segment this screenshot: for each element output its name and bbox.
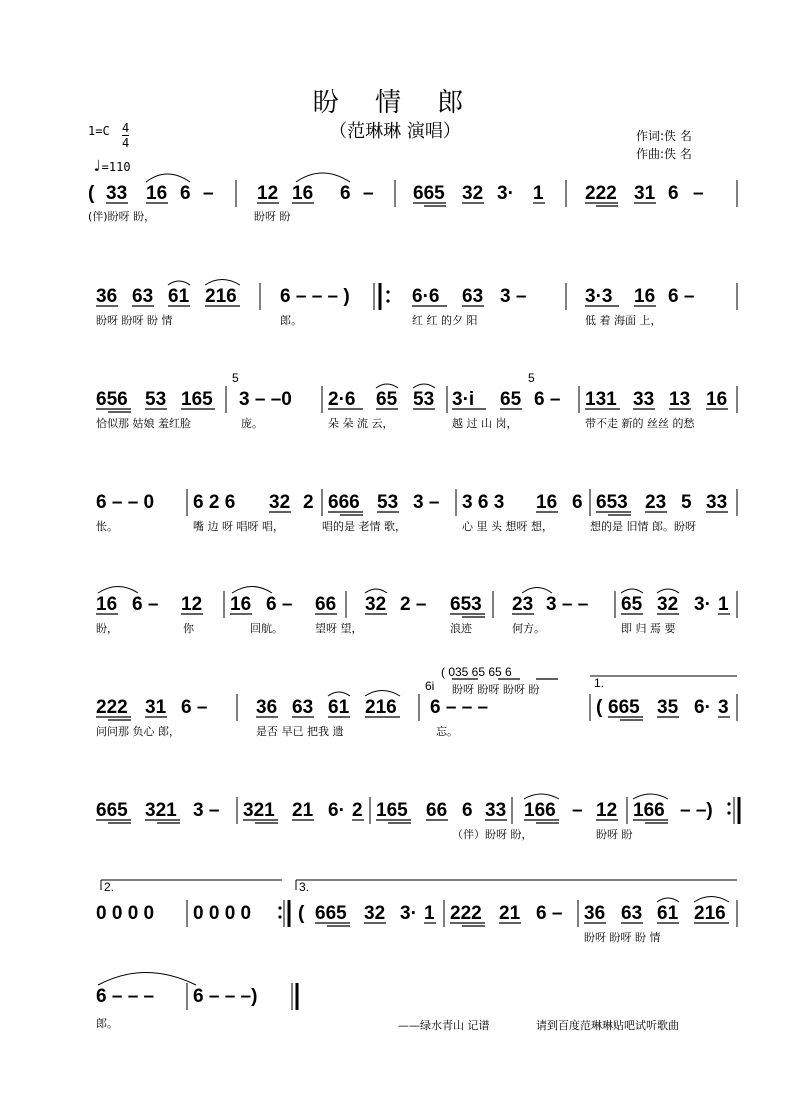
note-group: 63 (621, 903, 643, 924)
staff-row-3 (96, 371, 737, 430)
note: 2 – (400, 594, 427, 615)
note: 6 2 6 (193, 492, 236, 513)
staff-row-6 (96, 665, 737, 738)
slur (232, 587, 272, 594)
note-group: 321 (145, 800, 177, 821)
note-group: 653 (596, 492, 628, 513)
slur (168, 281, 190, 285)
note: 6 – (132, 594, 159, 615)
slur (365, 691, 400, 697)
note: 2 (352, 800, 363, 821)
lyric: 低 着 海面 上， (585, 314, 662, 327)
staff-row-9 (96, 973, 297, 1031)
quarter-note-icon: ♩ (92, 156, 102, 175)
slur (657, 589, 679, 593)
counter-melody: ( 035 65 65 6 (441, 665, 512, 679)
lyric: (伴)盼呀 盼， (88, 210, 156, 223)
lyric: 恰似那 姑娘 羞红脸 (96, 417, 191, 430)
slur (633, 794, 668, 799)
note-group: 16 (292, 183, 314, 204)
slur (205, 280, 240, 286)
lyric: 何方。 (512, 622, 545, 635)
repeat-dot (278, 915, 281, 918)
volta-label: 3. (299, 880, 310, 894)
tempo-text: =110 (101, 160, 131, 174)
volta-label: 2. (104, 880, 115, 894)
note-group: 32 (364, 903, 386, 924)
note-group: 63 (292, 697, 314, 718)
note: 6 – – – ) (280, 286, 350, 307)
dash: – (363, 183, 374, 204)
slur (376, 384, 398, 388)
lyric: 回航。 (250, 622, 283, 635)
tie (522, 588, 552, 594)
note-group: 222 (450, 903, 482, 924)
note-group: 32 (657, 594, 679, 615)
lyric: 怅。 (96, 520, 118, 533)
note-group: 2·6 (328, 389, 356, 410)
note-group: 16 (536, 492, 558, 513)
note-group: 16 (230, 594, 252, 615)
lyricist-credit: 作词:佚 名 (636, 129, 692, 143)
lyric: 唱的是 老情 歌， (322, 520, 406, 533)
note-group: 63 (462, 286, 484, 307)
note-group: 61 (328, 697, 350, 718)
slur (413, 384, 435, 388)
note: 6 (340, 183, 351, 204)
note-group: 31 (634, 183, 656, 204)
note: 6 – – – (430, 697, 489, 718)
note-group: 53 (377, 492, 399, 513)
time-top: 4 (122, 121, 130, 135)
lyric: 郎。 (280, 314, 302, 327)
note: 3· (694, 594, 711, 615)
note: 2 (303, 492, 314, 513)
note-group: 61 (168, 286, 190, 307)
note-group: 12 (181, 594, 203, 615)
slur (657, 898, 679, 902)
staff-row-7 (96, 794, 739, 841)
lyric: 望呀 望， (315, 622, 363, 635)
note-group: 33 (633, 389, 655, 410)
note-group: 6·6 (412, 286, 440, 307)
lyric: 即 归 焉 要 (621, 622, 676, 635)
repeat-dot (386, 290, 389, 293)
note: 3· (400, 903, 417, 924)
note-group: 23 (645, 492, 667, 513)
note: 6· (694, 697, 711, 718)
dash: – (203, 183, 214, 204)
note-group: 53 (413, 389, 435, 410)
note-group: 36 (584, 903, 606, 924)
staff-row-1 (88, 173, 737, 223)
note-group: 216 (365, 697, 397, 718)
note-group: 32 (269, 492, 291, 513)
slur (621, 589, 643, 593)
note-group: 32 (365, 594, 387, 615)
note-group: 61 (657, 903, 679, 924)
note: 0 0 0 0 (96, 903, 155, 924)
repeat-dot (386, 299, 389, 302)
note-group: 131 (585, 389, 617, 410)
lyric: 浪迹 (450, 622, 472, 635)
lyric: 盼呀 盼 (254, 210, 291, 223)
note-group: 35 (657, 697, 679, 718)
grace-note: 5 (528, 371, 535, 385)
lyric: 带不走 新的 丝丝 的愁 (585, 417, 695, 430)
lyric: 朵 朵 流 云， (328, 417, 394, 430)
note-group: 65 (621, 594, 643, 615)
repeat-dot (727, 811, 730, 814)
note-group: 222 (96, 697, 128, 718)
note: – –) (680, 800, 713, 821)
note: 1 (718, 594, 729, 615)
note: 6 (180, 183, 191, 204)
note: 6 – (668, 286, 695, 307)
repeat-dot (278, 906, 281, 909)
staff-row-4 (96, 489, 737, 533)
lyric: 郎。 (96, 1017, 118, 1030)
note-group: 665 (315, 903, 347, 924)
lyric: 越 过 山 岗， (452, 417, 518, 430)
note-group: 16 (96, 594, 118, 615)
note: 3 – –0 (239, 389, 292, 410)
lyric: 红 红 的夕 阳 (412, 314, 478, 327)
note: 3 6 3 (462, 492, 505, 513)
composer-credit: 作曲:佚 名 (636, 147, 692, 161)
key-text: 1=C (88, 124, 110, 138)
note: 6 (572, 492, 583, 513)
note-group: 12 (596, 800, 618, 821)
open-paren: ( (596, 697, 603, 718)
note: 3 – (193, 800, 220, 821)
note-group: 321 (243, 800, 275, 821)
repeat-dot (727, 802, 730, 805)
note-group: 665 (413, 183, 445, 204)
open-paren: ( (298, 903, 305, 924)
tie (98, 973, 196, 986)
slur (98, 587, 138, 594)
lyric: 盼呀 盼呀 盼 情 (96, 314, 173, 327)
lyric: 嘴 边 呀 唱呀 唱， (193, 520, 284, 533)
note-group: 666 (328, 492, 360, 513)
open-paren: ( (88, 183, 95, 204)
lyric: 庞。 (241, 417, 263, 430)
note-group: 3·i (452, 389, 475, 410)
slur (694, 897, 729, 903)
note-group: 13 (669, 389, 691, 410)
slur (328, 692, 350, 696)
note-group: 63 (132, 286, 154, 307)
note: – (572, 800, 583, 821)
note: 6 – – – (96, 986, 155, 1007)
note: 1 (533, 183, 544, 204)
lyric: （伴）盼呀 盼， (452, 828, 533, 841)
tie (296, 173, 350, 182)
note-group: 33 (706, 492, 728, 513)
note-group: 166 (633, 800, 665, 821)
lyric: 问问那 负心 郎， (96, 725, 180, 738)
note-group: 23 (512, 594, 534, 615)
grace-note: 6i (425, 679, 435, 693)
slur (365, 589, 387, 593)
note: 6 (462, 800, 473, 821)
note-group: 32 (462, 183, 484, 204)
note: 3· (497, 183, 514, 204)
note-group: 216 (205, 286, 237, 307)
note-group: 656 (96, 389, 128, 410)
note-group: 65 (500, 389, 522, 410)
note: 0 0 0 0 (193, 903, 252, 924)
note-group: 36 (96, 286, 118, 307)
note: 6 – (534, 389, 561, 410)
transcriber-credit: ——绿水青山 记谱 (398, 1019, 490, 1032)
note: 6· (328, 800, 345, 821)
note-group: 165 (376, 800, 408, 821)
note-group: 166 (524, 800, 556, 821)
lyric: 是否 早已 把我 遗 (256, 725, 344, 738)
note-group: 33 (106, 183, 128, 204)
time-bottom: 4 (122, 136, 130, 150)
note-group: 66 (315, 594, 337, 615)
lyric: 盼呀 盼 (596, 828, 633, 841)
staff-row-2 (96, 280, 737, 328)
note-group: 21 (499, 903, 521, 924)
note-group: 16 (146, 183, 168, 204)
lyric: 想的是 旧情 郎。盼呀 (590, 520, 696, 533)
note: 3 – (500, 286, 527, 307)
note: 3 – – (546, 594, 589, 615)
note: 6 – (181, 697, 208, 718)
lyric: 盼， (96, 622, 118, 635)
note-group: 66 (426, 800, 448, 821)
performer-subtitle: （范琳琳 演唱） (329, 121, 461, 142)
note-group: 216 (694, 903, 726, 924)
lyric: 你 (183, 622, 194, 635)
note-group: 21 (292, 800, 314, 821)
dash: – (693, 183, 704, 204)
note-group: 3·3 (585, 286, 613, 307)
note-group: 665 (96, 800, 128, 821)
volta-label: 1. (594, 676, 605, 690)
lyric: 忘。 (436, 725, 458, 738)
note-group: 16 (634, 286, 656, 307)
note: 6 – (536, 903, 563, 924)
note-group: 53 (145, 389, 167, 410)
note-group: 65 (376, 389, 398, 410)
slur (524, 794, 559, 799)
note: 5 (681, 492, 692, 513)
page-title: 盼 情 郎 (312, 88, 478, 118)
note: 1 (424, 903, 435, 924)
note: 3 – (413, 492, 440, 513)
note-group: 665 (608, 697, 640, 718)
note-group: 36 (256, 697, 278, 718)
note-group: 165 (181, 389, 213, 410)
grace-note: 5 (232, 371, 239, 385)
note: 6 (668, 183, 679, 204)
listen-note: 请到百度范琳琳贴吧试听歌曲 (536, 1019, 679, 1032)
lyric: 盼呀 盼呀 盼 情 (584, 931, 661, 944)
staff-row-8 (96, 880, 737, 944)
note-group: 222 (585, 183, 617, 204)
note-group: 12 (257, 183, 279, 204)
note-group: 33 (485, 800, 507, 821)
counter-lyrics: 盼呀 盼呀 盼呀 盼 (452, 683, 540, 696)
note: 3 (718, 697, 729, 718)
note-group: 31 (145, 697, 167, 718)
note-group: 653 (450, 594, 482, 615)
note: 6 – (266, 594, 293, 615)
note: 6 – – –) (193, 986, 258, 1007)
staff-row-5 (96, 587, 737, 636)
lyric: 心 里 头 想呀 想， (462, 520, 553, 533)
note-group: 16 (706, 389, 728, 410)
slur (146, 174, 190, 182)
note: 6 – – 0 (96, 492, 155, 513)
